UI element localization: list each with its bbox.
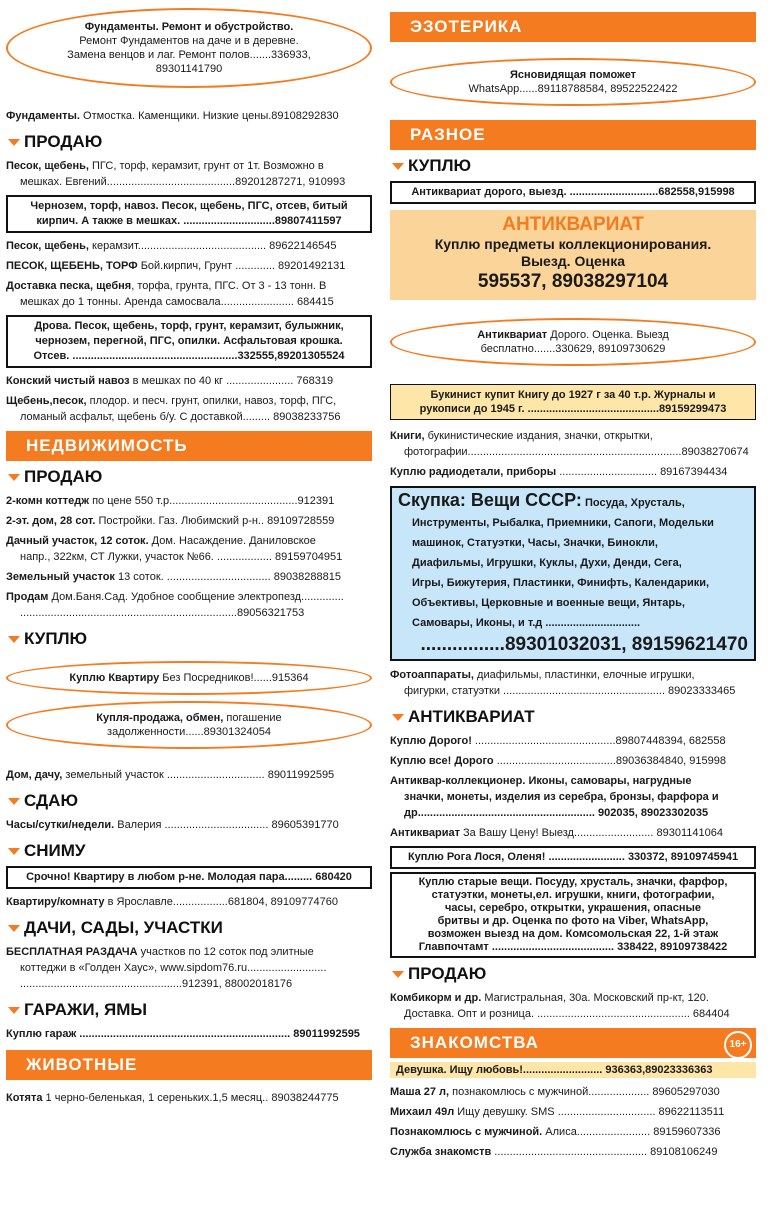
ad-bold: Песок, щебень, bbox=[6, 160, 89, 172]
ad-bold: Доставка песка, щебня bbox=[6, 280, 132, 292]
triangle-icon bbox=[8, 139, 20, 146]
ad-bold: Куплю радиодетали, приборы bbox=[390, 466, 557, 478]
ad-oval-kuplya bbox=[6, 701, 372, 749]
skupka-line: Посуда, Хрусталь, bbox=[581, 497, 685, 509]
ad-text: фигурки, статуэтки ..................................................... 89023333465 bbox=[404, 685, 736, 697]
oval-line: WhatsApp......89118788584, 89522522422 bbox=[468, 83, 678, 95]
ad-mikhail bbox=[390, 1102, 756, 1122]
subheading-garazhi bbox=[6, 998, 372, 1022]
ad-text: Бой.кирпич, Грунт ............. 89201492131 bbox=[137, 260, 346, 272]
subheading-sdayu bbox=[6, 789, 372, 813]
subheading-label: ПРОДАЮ bbox=[408, 964, 487, 983]
ad-text: ................................ 89167394434 bbox=[556, 466, 728, 478]
ad-text: участков по 12 соток под элитные bbox=[137, 946, 314, 958]
skupka-line: Игры, Бижутерия, Пластинки, Финифть, Календарики, bbox=[412, 577, 710, 589]
ad-bold: Котята bbox=[6, 1092, 43, 1104]
ad-text: диафильмы, пластинки, елочные игрушки, bbox=[474, 669, 695, 681]
subheading-kuplyu bbox=[390, 154, 756, 178]
ad-peach-antikvariat bbox=[390, 210, 756, 300]
ad-pesok-torf bbox=[6, 256, 372, 276]
skupka-title: Скупка: Вещи СССР: bbox=[398, 490, 582, 510]
section-raznoe bbox=[390, 120, 756, 150]
ad-poznakomlyus bbox=[390, 1122, 756, 1142]
ad-kuplyu-dorogo bbox=[390, 731, 756, 751]
ad-text: .......................................89036384840, 915998 bbox=[493, 755, 726, 767]
ad-navoz bbox=[6, 371, 372, 391]
oval-title: Фундаменты. Ремонт и обустройство. bbox=[84, 21, 294, 33]
box-line: Куплю Рога Лося, Оленя! ......................... 330372, 89109745941 bbox=[407, 851, 739, 863]
ad-bold: Часы/сутки/недели. bbox=[6, 819, 115, 831]
ad-kombikorm bbox=[390, 988, 756, 1024]
triangle-icon bbox=[8, 636, 20, 643]
subheading-snimu bbox=[6, 839, 372, 863]
subheading-label: СДАЮ bbox=[24, 791, 78, 810]
triangle-icon bbox=[392, 163, 404, 170]
ad-box-chernozem bbox=[6, 195, 372, 233]
ad-text: Постройки. Газ. Любимский р-н.. 89109728559 bbox=[95, 515, 335, 527]
ad-text: мешках. Евгений..........................................89201287271, 910993 bbox=[20, 176, 346, 188]
ad-bold: Антиквариат bbox=[390, 827, 460, 839]
ad-bold: Продам bbox=[6, 591, 49, 603]
box-line: рукописи до 1945 г. ...........................................89159299473 bbox=[419, 403, 727, 415]
triangle-icon bbox=[8, 848, 20, 855]
ad-bold: ПЕСОК, ЩЕБЕНЬ, ТОРФ bbox=[6, 260, 138, 272]
box-line: Букинист купит Книгу до 1927 г за 40 т.р. Журналы и bbox=[430, 389, 716, 401]
ad-oval-yasnovid bbox=[390, 58, 756, 106]
left-column bbox=[6, 0, 372, 1108]
oval-line: 89301141790 bbox=[155, 63, 223, 75]
ad-radiodetali bbox=[390, 462, 756, 482]
subheading-label: ПРОДАЮ bbox=[24, 132, 103, 151]
ad-sluzhba bbox=[390, 1142, 756, 1162]
ad-text: коттеджи в «Голден Хаус», www.sipdom76.ru.......................... bbox=[20, 962, 327, 974]
ad-box-starye-veshchi bbox=[390, 872, 756, 958]
ad-text: керамзит.......................................... 89622146545 bbox=[88, 240, 337, 252]
ad-text: Магистральная, 30а. Московский пр-кт, 120. bbox=[481, 992, 709, 1004]
ad-text: Алиса........................ 89159607336 bbox=[542, 1126, 721, 1138]
section-title: ЖИВОТНЫЕ bbox=[26, 1055, 138, 1074]
ad-text: фотографии......................................................................89038270674 bbox=[404, 446, 749, 458]
ad-text: в мешках по 40 кг ...................... 768319 bbox=[129, 375, 334, 387]
ad-oval-antik bbox=[390, 318, 756, 366]
ad-antikvariat-tsena bbox=[390, 823, 756, 843]
ad-text: .......................................................................89056321753 bbox=[20, 607, 305, 619]
ad-kotyata bbox=[6, 1088, 372, 1108]
ad-text: Доставка. Опт и розница. .................................................. 684404 bbox=[404, 1008, 730, 1020]
peach-line: Выезд. Оценка bbox=[520, 253, 625, 269]
ad-devushka bbox=[390, 1062, 756, 1078]
ad-dom bbox=[6, 511, 372, 531]
ad-bold: Фотоаппараты, bbox=[390, 669, 474, 681]
section-title: РАЗНОЕ bbox=[410, 125, 486, 144]
ad-kottedzh bbox=[6, 491, 372, 511]
ad-fundament bbox=[6, 106, 372, 126]
box-line: статуэтки, монеты,ел. игрушки, книги, фотографии, bbox=[431, 889, 715, 901]
ad-bold: БЕСПЛАТНАЯ РАЗДАЧА bbox=[6, 946, 138, 958]
ad-box-drova bbox=[6, 315, 372, 368]
ad-text: мешках до 1 тонны. Аренда самосвала........................ 684415 bbox=[20, 296, 334, 308]
ad-text: Девушка. Ищу любовь!.......................... 936363,89023336363 bbox=[396, 1064, 713, 1076]
ad-text: в Ярославле..................681804, 89109774760 bbox=[104, 896, 338, 908]
ad-bold: Служба знакомств bbox=[390, 1146, 492, 1158]
ad-text: Ищу девушку. SMS ................................ 89622113511 bbox=[454, 1106, 725, 1118]
ad-text: значки, монеты, изделия из серебра, бронзы, фарфора и bbox=[404, 791, 719, 803]
subheading-label: ДАЧИ, САДЫ, УЧАСТКИ bbox=[24, 918, 223, 937]
ad-box-srochno bbox=[6, 866, 372, 889]
skupka-line: машинок, Статуэтки, Часы, Значки, Бинокли, bbox=[412, 537, 658, 549]
ad-chasy bbox=[6, 815, 372, 835]
ad-text: букинистические издания, значки, открытки, bbox=[424, 430, 653, 442]
ad-bold: Книги, bbox=[390, 430, 425, 442]
ad-kuplyu-vse bbox=[390, 751, 756, 771]
subheading-label: АНТИКВАРИАТ bbox=[408, 707, 535, 726]
oval-text: Без Посредников!......915364 bbox=[159, 672, 309, 684]
oval-line: задолженности......89301324054 bbox=[107, 726, 271, 738]
ad-bold: Дом, дачу, bbox=[6, 769, 63, 781]
ad-text: За Вашу Цену! Выезд.......................... 89301141064 bbox=[459, 827, 723, 839]
box-line: Главпочтамт ........................................ 338422, 89109738422 bbox=[418, 941, 728, 953]
ad-text: по цене 550 т.р..........................................912391 bbox=[89, 495, 335, 507]
ad-dom-dachu bbox=[6, 765, 372, 785]
triangle-icon bbox=[8, 925, 20, 932]
ad-box-antikvariat bbox=[390, 181, 756, 204]
ad-antikvar-kollektsioner bbox=[390, 771, 756, 823]
ad-box-roga bbox=[390, 846, 756, 869]
ad-bold: Квартиру/комнату bbox=[6, 896, 105, 908]
skupka-phone: ................89301032031, 89159621470 bbox=[420, 634, 748, 655]
skupka-line: Самовары, Иконы, и т.д ............................... bbox=[412, 617, 641, 629]
ad-zemelny bbox=[6, 567, 372, 587]
ad-skupka-sssr bbox=[390, 486, 756, 661]
ad-text: Валерия .................................. 89605391770 bbox=[114, 819, 339, 831]
triangle-icon bbox=[8, 1007, 20, 1014]
ad-text: познакомлюсь с мужчиной.................... 89605297030 bbox=[449, 1086, 720, 1098]
subheading-prodayu bbox=[6, 465, 372, 489]
ad-shebenj bbox=[6, 391, 372, 427]
ad-bold: Михаил 49л bbox=[390, 1106, 455, 1118]
ad-fotoapparaty bbox=[390, 665, 756, 701]
subheading-label: ПРОДАЮ bbox=[24, 467, 103, 486]
oval-line: Замена венцов и лаг. Ремонт полов.......336933, bbox=[67, 49, 311, 61]
ad-text: 1 черно-беленькая, 1 сереньких.1,5 месяц.. 89038244775 bbox=[42, 1092, 339, 1104]
ad-garazh bbox=[6, 1024, 372, 1044]
ad-dacha bbox=[6, 531, 372, 567]
ad-text: ломаный асфальт, щебень б/у. С доставкой......... 89038233756 bbox=[20, 411, 341, 423]
ad-knigi bbox=[390, 426, 756, 462]
ad-text: земельный участок ................................ 89011992595 bbox=[62, 769, 335, 781]
box-line: Чернозем, торф, навоз. Песок, щебень, ПГС, отсев, битый bbox=[30, 200, 348, 212]
ad-text: .....................................................912391, 88002018176 bbox=[20, 978, 293, 990]
subheading-prodayu bbox=[6, 130, 372, 154]
box-line: Антиквариат дорого, выезд. .............................682558,915998 bbox=[411, 186, 735, 198]
section-title: НЕДВИЖИМОСТЬ bbox=[26, 436, 188, 455]
subheading-kuplyu bbox=[6, 627, 372, 651]
box-line: Куплю старые вещи. Посуду, хрусталь, значки, фарфор, bbox=[418, 876, 728, 888]
box-line: бритвы и др. Оценка по фото на Viber, WhatsApp, bbox=[437, 915, 709, 927]
section-znakomstva bbox=[390, 1028, 756, 1058]
ad-text: Куплю гараж ..................................................................... 89011992595 bbox=[6, 1028, 360, 1040]
ad-bold: Маша 27 л, bbox=[390, 1086, 450, 1098]
triangle-icon bbox=[8, 474, 20, 481]
ad-text: .................................................. 89108106249 bbox=[491, 1146, 718, 1158]
ad-text: , торфа, грунта, ПГС. От 3 - 13 тонн. В bbox=[131, 280, 327, 292]
ad-text: Отмостка. Каменщики. Низкие цены.89108292830 bbox=[80, 110, 339, 122]
age-badge: 16+ bbox=[724, 1031, 752, 1059]
box-line: кирпич. А также в мешках. ..............................89807411597 bbox=[36, 215, 342, 227]
ad-bold: Дачный участок, 12 соток. bbox=[6, 535, 149, 547]
subheading-label: ГАРАЖИ, ЯМЫ bbox=[24, 1000, 148, 1019]
section-title: ЭЗОТЕРИКА bbox=[410, 17, 523, 36]
ad-text: Дом.Баня.Сад. Удобное сообщение электропезд.............. bbox=[48, 591, 344, 603]
ad-dostavka bbox=[6, 276, 372, 312]
ad-bold: 2-комн коттедж bbox=[6, 495, 90, 507]
ad-pesok-keramzit bbox=[6, 236, 372, 256]
ad-razdacha bbox=[6, 942, 372, 994]
skupka-line: Объективы, Церковные и военные вещи, Янтарь, bbox=[412, 597, 685, 609]
section-ezoterika bbox=[390, 12, 756, 42]
ad-text: 13 соток. .................................. 89038288815 bbox=[114, 571, 342, 583]
ad-pesok bbox=[6, 156, 372, 192]
ad-bold: 2-эт. дом, 28 сот. bbox=[6, 515, 96, 527]
ad-text: Антиквар-коллекционер. Иконы, самовары, нагрудные bbox=[390, 775, 692, 787]
ad-text: ПГС, торф, керамзит, грунт от 1т. Возможно в bbox=[88, 160, 324, 172]
section-nedvizhimost bbox=[6, 431, 372, 461]
ad-prodam bbox=[6, 587, 372, 623]
ad-bold: Земельный участок bbox=[6, 571, 115, 583]
ad-text: Дом. Насаждение. Даниловское bbox=[148, 535, 316, 547]
ad-bold: Познакомлюсь с мужчиной. bbox=[390, 1126, 543, 1138]
ad-oval-kvartira bbox=[6, 661, 372, 695]
oval-line: бесплатно.......330629, 89109730629 bbox=[480, 343, 666, 355]
peach-phone: 595537, 89038297104 bbox=[477, 271, 669, 292]
skupka-line: Инструменты, Рыбалка, Приемники, Сапоги, Модельки bbox=[412, 517, 714, 529]
subheading-dachi bbox=[6, 916, 372, 940]
box-line: Срочно! Квартиру в любом р-не. Молодая пара......... 680420 bbox=[26, 871, 352, 883]
ad-text: плодор. и песч. грунт, опилки, навоз, торф, ПГС, bbox=[86, 395, 337, 407]
oval-bold: Антиквариат bbox=[477, 329, 548, 341]
oval-bold: Ясновидящая поможет bbox=[509, 69, 637, 81]
ad-bold: Комбикорм и др. bbox=[390, 992, 482, 1004]
subheading-antikvariat bbox=[390, 705, 756, 729]
subheading-label: КУПЛЮ bbox=[408, 156, 472, 175]
skupka-line: Диафильмы, Игрушки, Куклы, Духи, Денди, Сега, bbox=[412, 557, 682, 569]
oval-bold: Купля-продажа, обмен, bbox=[96, 712, 224, 724]
ad-bold: Куплю все! Дорого bbox=[390, 755, 494, 767]
ad-bukinist bbox=[390, 384, 756, 420]
right-column bbox=[390, 0, 756, 1162]
triangle-icon bbox=[8, 798, 20, 805]
oval-text: погашение bbox=[223, 712, 282, 724]
box-line: часы, серебро, открытки, украшения, опасные bbox=[444, 902, 702, 914]
triangle-icon bbox=[392, 714, 404, 721]
oval-bold: Куплю Квартиру bbox=[69, 672, 160, 684]
ad-kvartiru bbox=[6, 892, 372, 912]
peach-line: Куплю предметы коллекционирования. bbox=[434, 236, 712, 252]
oval-line: Ремонт Фундаментов на даче и в деревне. bbox=[79, 35, 299, 47]
triangle-icon bbox=[392, 971, 404, 978]
ad-bold: Щебень,песок, bbox=[6, 395, 87, 407]
box-line: Дрова. Песок, щебень, торф, грунт, керамзит, булыжник, bbox=[34, 320, 344, 332]
ad-text: ..............................................89807448394, 682558 bbox=[471, 735, 726, 747]
box-line: Отсев. ......................................................332555,89201305524 bbox=[33, 350, 345, 362]
subheading-label: СНИМУ bbox=[24, 841, 86, 860]
ad-masha bbox=[390, 1082, 756, 1102]
ad-text: напр., 322км, СТ Лужки, участок №66. .................. 89159704951 bbox=[20, 551, 343, 563]
section-zhivotnye bbox=[6, 1050, 372, 1080]
subheading-prodayu bbox=[390, 962, 756, 986]
ad-oval-fundament bbox=[6, 8, 372, 88]
ad-bold: Песок, щебень, bbox=[6, 240, 89, 252]
box-line: чернозем, перегной, ПГС, опилки. Асфальтовая крошка. bbox=[35, 335, 343, 347]
ad-text: др.......................................................... 902035, 89023302035 bbox=[404, 807, 709, 819]
ad-bold: Фундаменты. bbox=[6, 110, 80, 122]
section-title: ЗНАКОМСТВА bbox=[410, 1033, 539, 1052]
oval-text: Дорого. Оценка. Выезд bbox=[547, 329, 669, 341]
box-line: возможен выезд на дом. Комсомольская 22, 1-й этаж bbox=[427, 928, 719, 940]
ad-bold: Конский чистый навоз bbox=[6, 375, 130, 387]
subheading-label: КУПЛЮ bbox=[24, 629, 88, 648]
peach-title: АНТИКВАРИАТ bbox=[502, 214, 644, 235]
ad-bold: Куплю Дорого! bbox=[390, 735, 472, 747]
